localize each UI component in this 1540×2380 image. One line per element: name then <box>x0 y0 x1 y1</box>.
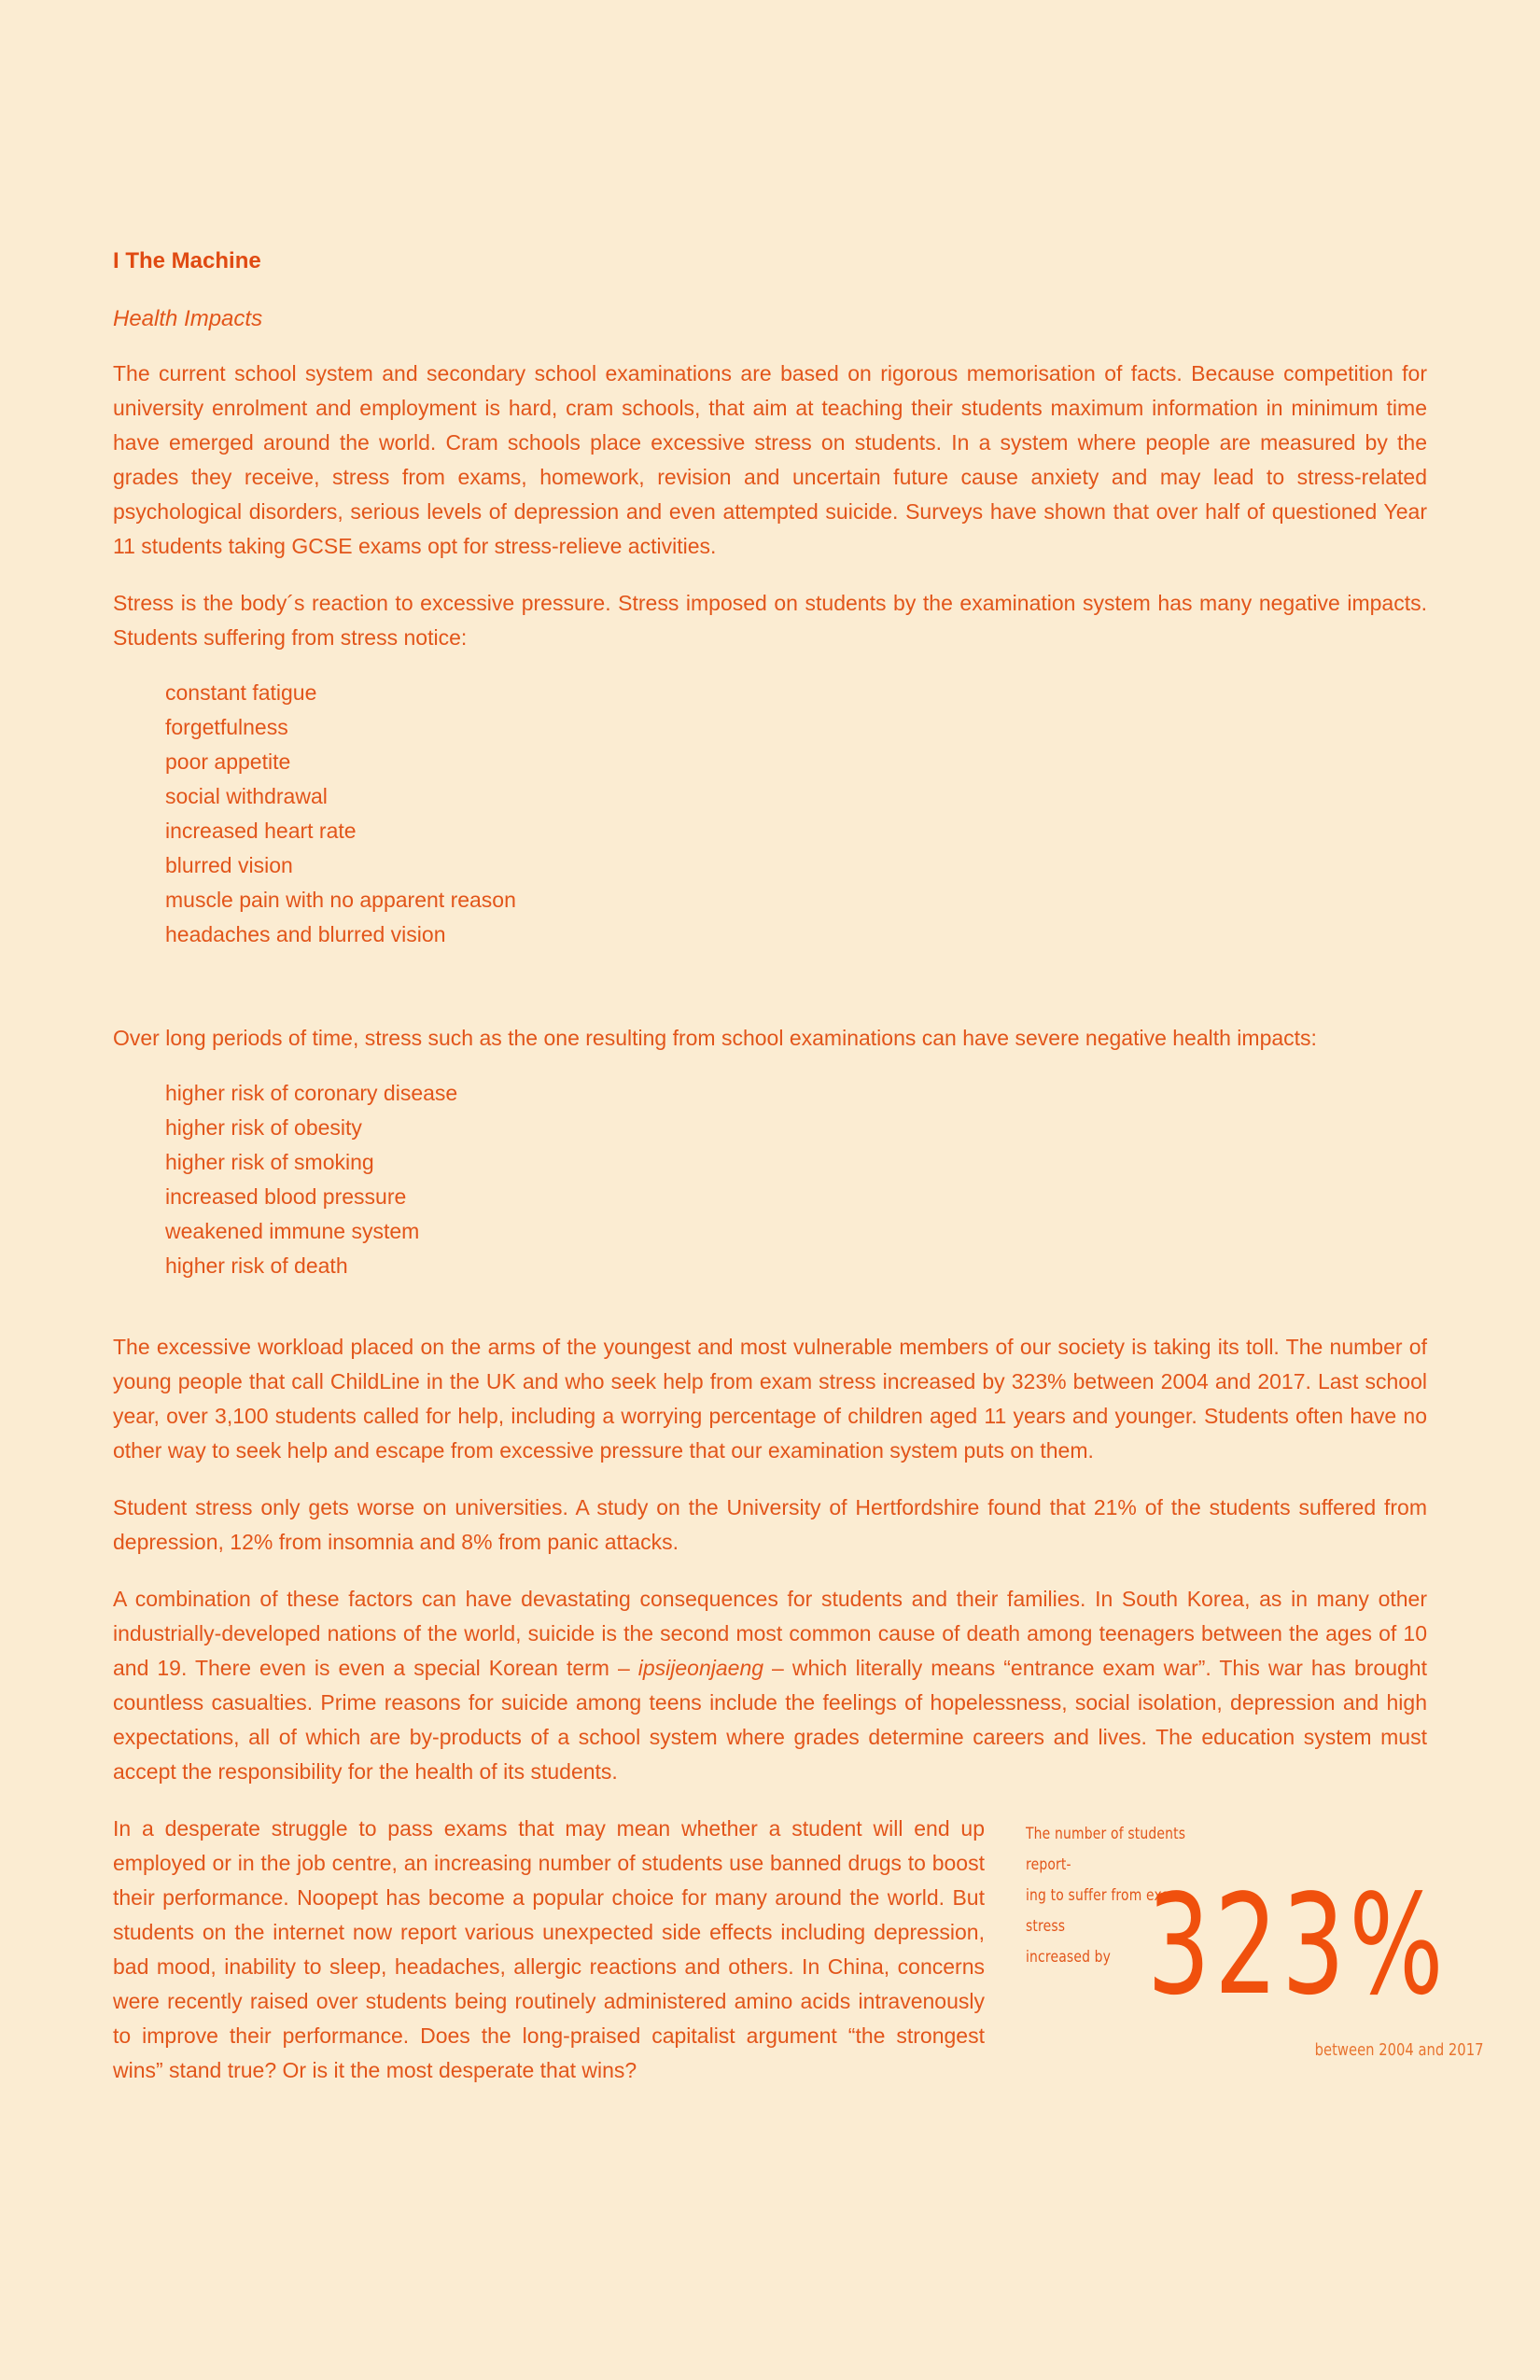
korea-text-after: – which literally means “entrance exam war”. This war has brought countless casualties. Prime reasons for suicide among teens include the feelings of hopelessness, social isolation, depression and high expectations, all of which are by-products of a school system where grades determine careers and lives. The education system must accept the responsibility for the health of its students. <box>113 1656 1427 1784</box>
paragraph-cram-schools: The current school system and secondary school examinations are based on rigorous memorisation of facts. Because competition for university enrolment and employment is hard, cram schools, that aim at teaching their students maximum information in minimum time have emerged around the world. Cram schools place excessive stress on students. In a system where people are measured by the grades they receive, stress from exams, homework, revision and uncertain future cause anxiety and may lead to stress-related psychological disorders, serious levels of depression and even attempted suicide. Surveys have shown that over half of questioned Year 11 students taking GCSE exams opt for stress-relieve activities. <box>113 361 1427 558</box>
list-item: higher risk of smoking <box>165 1150 374 1174</box>
list-item: muscle pain with no apparent reason <box>165 888 516 912</box>
list-item: higher risk of obesity <box>165 1115 362 1140</box>
list-item: social withdrawal <box>165 784 328 808</box>
paragraph-stress-definition: Stress is the body´s reaction to excessive pressure. Stress imposed on students by the examination system has many negative impacts. Students suffering from stress notice: <box>113 591 1427 650</box>
list-item: increased heart rate <box>165 819 357 843</box>
section-title: I The Machine <box>113 248 261 273</box>
paragraph-drugs: In a desperate struggle to pass exams that may mean whether a student will end up employed or in the job centre, an increasing number of students use banned drugs to boost their performance. Noopept has become a popular choice for many around the world. But students on the internet now report various unexpected side effects including depression, bad mood, inability to sleep, headaches, allergic reactions and others. In China, concerns were recently raised over students being routinely administered amino acids intravenously to improve their performance. Does the long-praised capitalist argument “the strongest wins” stand true? Or is it the most desperate that wins? <box>113 1816 985 2082</box>
callout-lead-line: The number of students report- <box>1026 1825 1186 1874</box>
list-item: constant fatigue <box>165 680 317 705</box>
list-item: weakened immune system <box>165 1219 420 1243</box>
list-item: poor appetite <box>165 749 291 774</box>
korean-term: ipsijeonjaeng <box>637 1656 764 1680</box>
callout-percentage: 323% <box>1147 1865 1448 2025</box>
spacer <box>113 952 1427 1021</box>
paragraph-university-stress: Student stress only gets worse on universities. A study on the University of Hertfordshire found that 21% of the students suffered from depression, 12% from insomnia and 8% from panic attacks. <box>113 1495 1427 1554</box>
list-item: higher risk of death <box>165 1253 348 1278</box>
closing-section <box>113 1812 1483 2129</box>
symptoms-list <box>113 676 1427 952</box>
list-item: increased blood pressure <box>165 1184 407 1209</box>
health-impacts-list <box>113 1076 1427 1283</box>
paragraph-long-term-impacts: Over long periods of time, stress such as the one resulting from school examinations can have severe negative health impacts: <box>113 1026 1317 1050</box>
section-subtitle: Health Impacts <box>113 306 263 331</box>
paragraph-south-korea <box>113 1582 1427 1789</box>
paragraph-childline: The excessive workload placed on the arms of the youngest and most vulnerable members of our society is taking its toll. The number of young people that call ChildLine in the UK and who seek help from exam stress increased by 323% between 2004 and 2017. Last school year, over 3,100 students called for help, including a worrying percentage of children aged 11 years and younger. Students often have no other way to seek help and escape from excessive pressure that our examination system puts on them. <box>113 1335 1427 1463</box>
document-page <box>113 245 1483 2129</box>
callout-lead-line: increased by <box>1026 1948 1112 1967</box>
spacer <box>113 1283 1427 1330</box>
statistic-callout <box>1026 1819 1483 2099</box>
korea-text-before: A combination of these factors can have devastating consequences for students and their families. In South Korea, as in many other industrially-developed nations of the world, suicide is the second most common cause of death among teenagers between the ages of 10 and 19. There even is even a special Korean term – <box>113 1587 1427 1680</box>
callout-lead-line: ing to suffer from exam stress <box>1026 1886 1183 1936</box>
list-item: higher risk of coronary disease <box>165 1081 458 1105</box>
list-item: forgetfulness <box>165 715 288 739</box>
list-item: blurred vision <box>165 853 293 877</box>
callout-date-range: between 2004 and 2017 <box>1314 2040 1483 2060</box>
list-item: headaches and blurred vision <box>165 922 446 946</box>
